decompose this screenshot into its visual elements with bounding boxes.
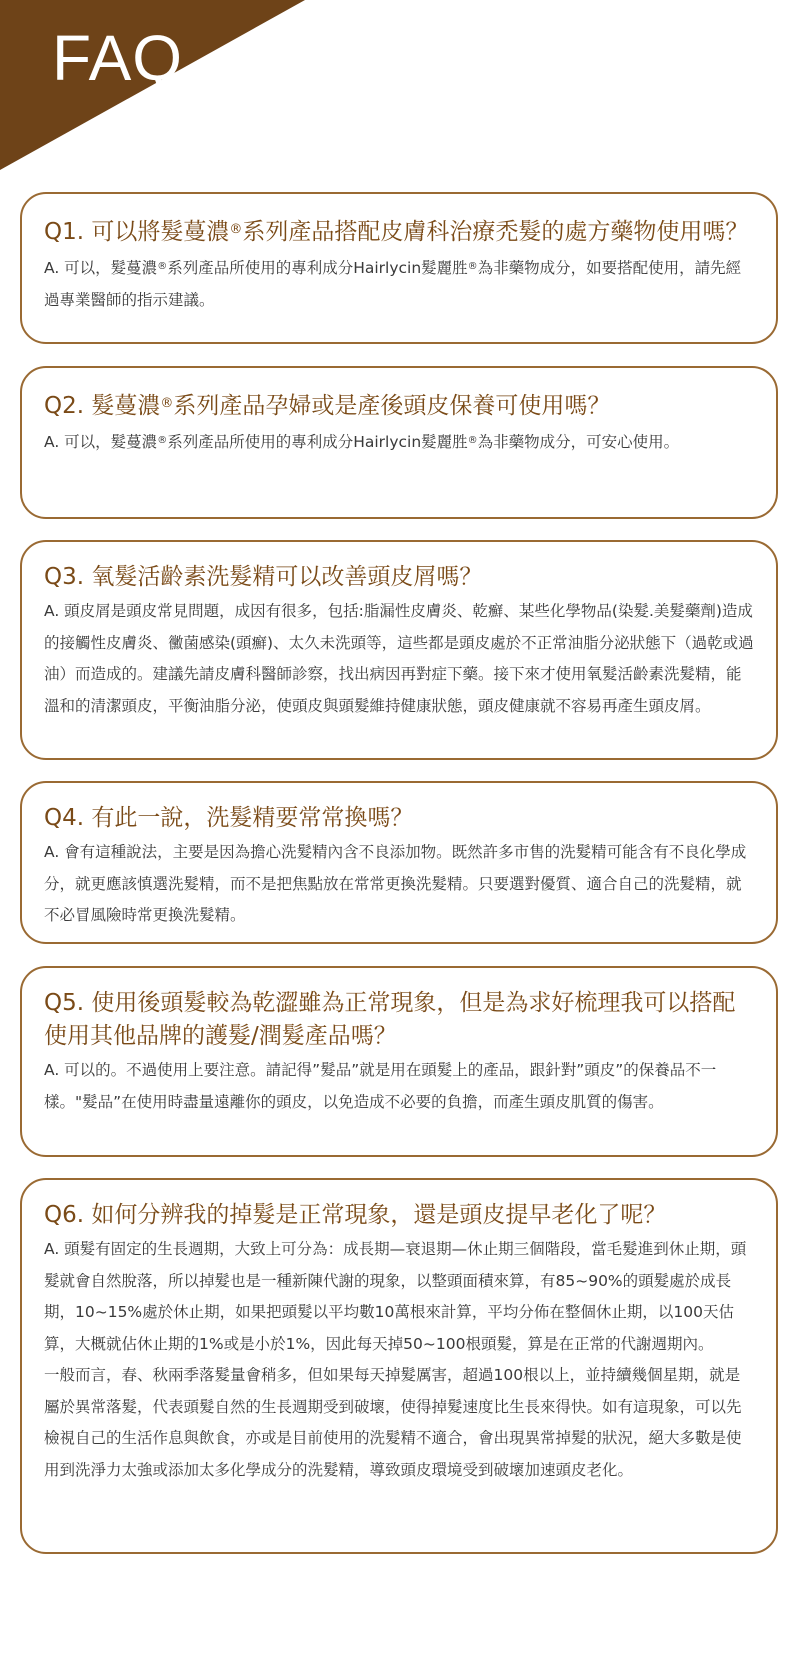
answer-text: 系列產品所使用的專利成分Hairlycin髮麗胜 xyxy=(167,433,468,451)
question-text: 系列產品搭配皮膚科治療禿髮的處方藥物使用嗎？ xyxy=(242,219,749,245)
faq-question xyxy=(44,387,754,423)
faq-answer: A. 會有這種說法，主要是因為擔心洗髮精內含不良添加物。既然許多市售的洗髮精可能含有不良化學成分，就更應該慎選洗髮精，而不是把焦點放在常常更換洗髮精。只要選對優質、適合自己的洗髮精，就不必冒風險時常更換洗髮精。 xyxy=(44,843,747,924)
faq-item-2 xyxy=(20,366,778,519)
question-text: Q2. 髮蔓濃 xyxy=(44,393,161,419)
registered-mark: ® xyxy=(160,396,174,411)
faq-answer: A. 可以的。不過使用上要注意。請記得”髮品”就是用在頭髮上的產品，跟針對”頭皮”的保養品不一樣。"髮品”在使用時盡量遠離你的頭皮，以免造成不必要的負擔，而產生頭皮肌質的傷害。 xyxy=(44,1061,717,1111)
question-text: 系列產品孕婦或是產後頭皮保養可使用嗎？ xyxy=(173,393,611,419)
answer-text: A. 可以，髮蔓濃 xyxy=(44,259,158,277)
faq-item-3 xyxy=(20,540,778,760)
registered-mark: ® xyxy=(157,435,168,446)
faq-question: Q4. 有此一說，洗髮精要常常換嗎？ xyxy=(44,805,414,831)
registered-mark: ® xyxy=(229,222,243,237)
faq-question: Q3. 氧髮活齡素洗髮精可以改善頭皮屑嗎？ xyxy=(44,564,483,590)
faq-item-4 xyxy=(20,781,778,944)
registered-mark: ® xyxy=(157,261,168,272)
registered-mark: ® xyxy=(467,261,478,272)
faq-item-6 xyxy=(20,1178,778,1554)
faq-answer-paragraph-2: 一般而言，春、秋兩季落髮量會稍多，但如果每天掉髮厲害，超過100根以上，並持續幾個星期，就是屬於異常落髮，代表頭髮自然的生長週期受到破壞，使得掉髮速度比生長來得快。如有這現象，可以先檢視自己的生活作息與飲食，亦或是目前使用的洗髮精不適合，會出現異常掉髮的狀況，絕大多數是使用到洗淨力太強或添加太多化學成分的洗髮精，導致頭皮環境受到破壞加速頭皮老化。 xyxy=(44,1366,742,1479)
answer-text: 為非藥物成分，可安心使用。 xyxy=(477,433,680,451)
faq-title: FAQ xyxy=(52,22,184,94)
question-text: Q1. 可以將髮蔓濃 xyxy=(44,219,230,245)
registered-mark: ® xyxy=(467,435,478,446)
faq-answer xyxy=(44,251,754,316)
faq-answer: A. 頭皮屑是頭皮常見問題，成因有很多，包括:脂漏性皮膚炎、乾癬、某些化學物品(染髮.美髮藥劑)造成的接觸性皮膚炎、黴菌感染(頭癬)、太久未洗頭等，這些都是頭皮處於不正常油脂分泌狀態下（過乾或過油）而造成的。建議先請皮膚科醫師診察，找出病因再對症下藥。接下來才使用氧髮活齡素洗髮精，能溫和的清潔頭皮，平衡油脂分泌，使頭皮與頭髮維持健康狀態，頭皮健康就不容易再產生頭皮屑。 xyxy=(44,602,754,715)
answer-text: 系列產品所使用的專利成分Hairlycin髮麗胜 xyxy=(167,259,468,277)
faq-question: Q6. 如何分辨我的掉髮是正常現象，還是頭皮提早老化了呢？ xyxy=(44,1202,667,1228)
answer-text: A. 可以，髮蔓濃 xyxy=(44,433,158,451)
faq-answer: A. 頭髮有固定的生長週期，大致上可分為：成長期—衰退期—休止期三個階段，當毛髮進到休止期，頭髮就會自然脫落，所以掉髮也是一種新陳代謝的現象，以整頭面積來算，有85~90%的頭髮處於成長期，10~15%處於休止期，如果把頭髮以平均數10萬根來計算，平均分佈在整個休止期，以100天估算，大概就佔休止期的1%或是小於1%，因此每天掉50~100根頭髮，算是在正常的代謝週期內。 xyxy=(44,1240,747,1353)
faq-item-1 xyxy=(20,192,778,344)
faq-question xyxy=(44,213,754,249)
answer-text: 為非藥物成分，如要搭配使用，請先經過專業醫師的指示建議。 xyxy=(44,259,742,309)
faq-answer xyxy=(44,425,754,459)
faq-question: Q5. 使用後頭髮較為乾澀雖為正常現象，但是為求好梳理我可以搭配使用其他品牌的護髮/潤髮產品嗎？ xyxy=(44,990,736,1049)
faq-item-5 xyxy=(20,966,778,1157)
